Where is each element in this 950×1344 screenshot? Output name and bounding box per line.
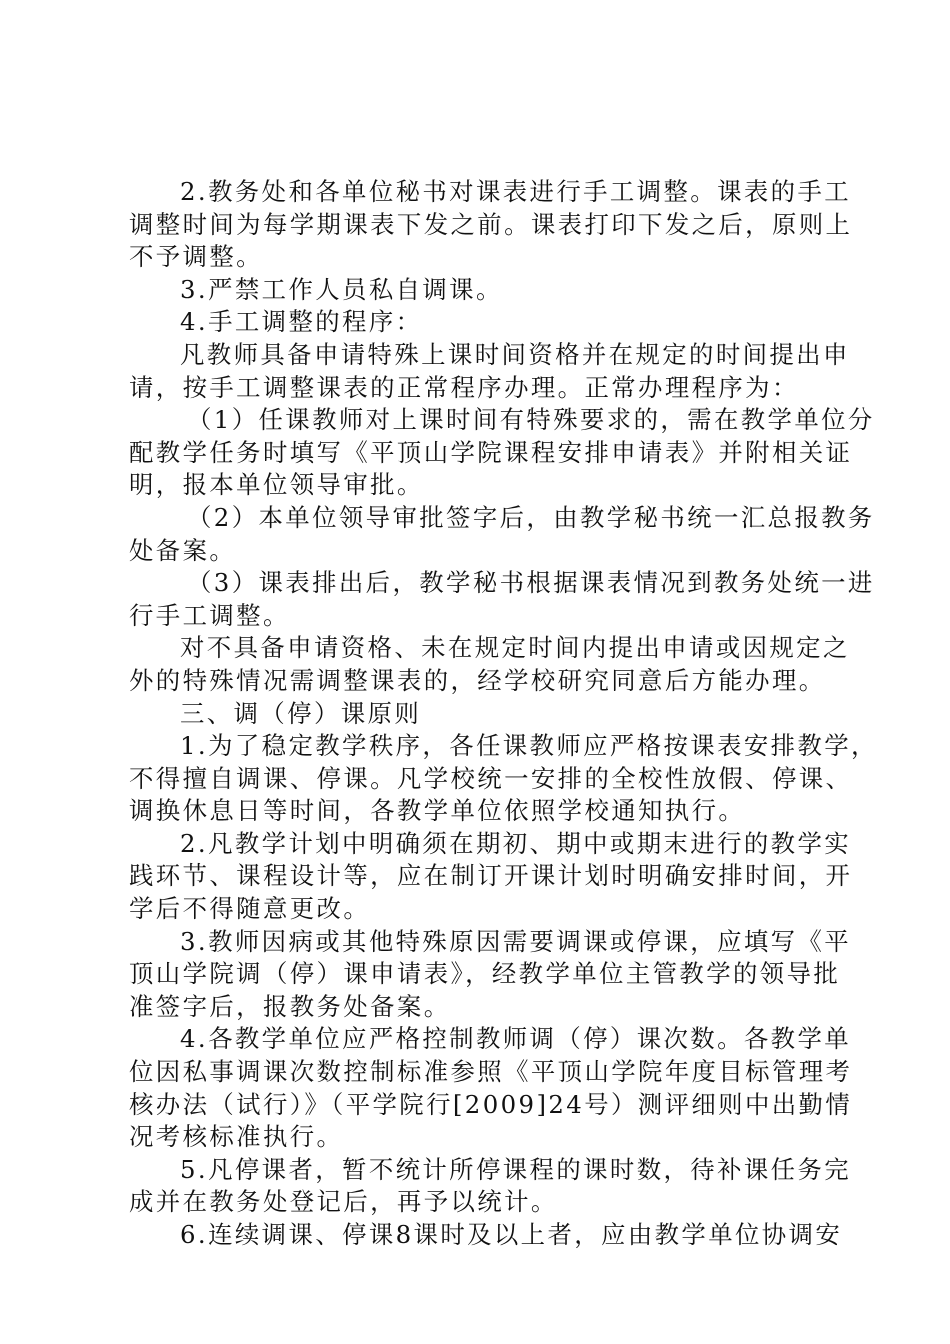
- text-line: 1.为了稳定教学秩序，各任课教师应严格按课表安排教学，: [180, 731, 878, 761]
- text-line: 凡教师具备申请特殊上课时间资格并在规定的时间提出申: [180, 339, 850, 369]
- text-line: 4.手工调整的程序：: [180, 307, 423, 337]
- text-line: 践环节、课程设计等，应在制订开课计划时明确安排时间，开: [129, 861, 853, 891]
- text-line: 核办法（试行）》（平学院行[2009]24号）测评细则中出勤情: [129, 1089, 853, 1119]
- text-line: 顶山学院调（停）课申请表》，经教学单位主管教学的领导批: [129, 959, 841, 989]
- text-line: （3）课表排出后，教学秘书根据课表情况到教务处统一进: [187, 568, 875, 598]
- text-line: 4.各教学单位应严格控制教师调（停）课次数。各教学单: [180, 1024, 852, 1054]
- text-line: 3.教师因病或其他特殊原因需要调课或停课，应填写《平: [180, 926, 852, 956]
- text-line: 5.凡停课者，暂不统计所停课程的课时数，待补课任务完: [180, 1154, 852, 1184]
- text-line: 位因私事调课次数控制标准参照《平顶山学院年度目标管理考: [129, 1057, 853, 1087]
- text-line: 对不具备申请资格、未在规定时间内提出申请或因规定之: [180, 633, 850, 663]
- text-line: 准签字后，报教务处备案。: [129, 991, 451, 1021]
- text-line: 外的特殊情况需调整课表的，经学校研究同意后方能办理。: [129, 665, 826, 695]
- text-line: 学后不得随意更改。: [129, 894, 371, 924]
- text-line: 配教学任务时填写《平顶山学院课程安排申请表》并附相关证: [129, 437, 853, 467]
- text-line: 行手工调整。: [129, 600, 290, 630]
- text-line: 成并在教务处登记后，再予以统计。: [129, 1187, 558, 1217]
- text-line: 明，报本单位领导审批。: [129, 470, 424, 500]
- text-line: 调换休息日等时间，各教学单位依照学校通知执行。: [129, 796, 746, 826]
- text-line: 3.严禁工作人员私自调课。: [180, 274, 503, 304]
- text-line: （2）本单位领导审批签字后，由教学秘书统一汇总报教务: [187, 502, 875, 532]
- section-heading: 三、调（停）课原则: [180, 698, 422, 728]
- text-line: 况考核标准执行。: [129, 1122, 344, 1152]
- text-line: 2.凡教学计划中明确须在期初、期中或期末进行的教学实: [180, 828, 852, 858]
- text-line: 不予调整。: [129, 242, 263, 272]
- text-line: （1）任课教师对上课时间有特殊要求的，需在教学单位分: [187, 405, 875, 435]
- text-line: 调整时间为每学期课表下发之前。课表打印下发之后，原则上: [129, 209, 853, 239]
- text-line: 处备案。: [129, 535, 237, 565]
- text-line: 2.教务处和各单位秘书对课表进行手工调整。课表的手工: [180, 177, 852, 206]
- text-line: 不得擅自调课、停课。凡学校统一安排的全校性放假、停课、: [129, 763, 853, 793]
- document-body: [129, 176, 878, 1252]
- text-line: 请，按手工调整课表的正常程序办理。正常办理程序为：: [129, 372, 799, 402]
- text-line: 6.连续调课、停课8课时及以上者，应由教学单位协调安: [180, 1220, 843, 1249]
